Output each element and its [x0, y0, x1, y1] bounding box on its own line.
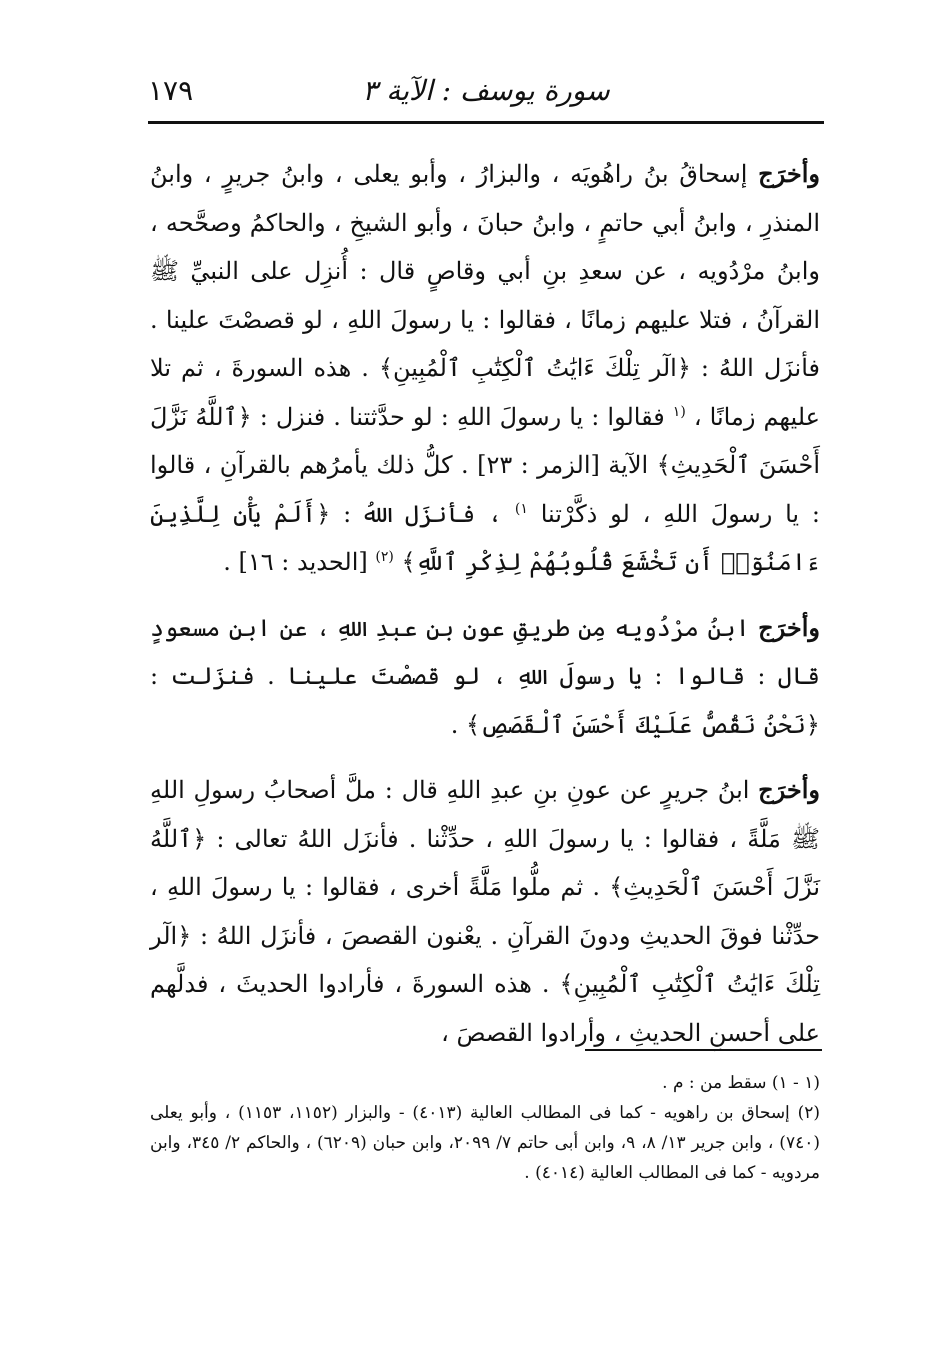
paragraph-text: ابنُ مرْدُويه مِن طريقِ عونِ بنِ عبدِ اللهِ ، عن ابنِ مسعودٍ قال : قالوا : يا رسولَ اللهِ ، لو قصصْتَ علينا . فنزَلت : ﴿نَحْنُ نَقُصُّ عَلَيْكَ أَحْسَنَ ٱلْقَصَصِ﴾ .: [150, 613, 820, 739]
body-text: [150, 150, 820, 1057]
paragraph-text: ابنُ جريرٍ عن عونِ بنِ عبدِ اللهِ قال : ملَّ أصحابُ رسولِ اللهِ ﷺ مَلَّةً ، فقالوا : يا رسولَ اللهِ ، حدِّثْنا . فأنزَل اللهُ تعالى : ﴿ٱللَّهُ نَزَّلَ أَحْسَنَ ٱلْحَدِيثِ﴾ . ثم ملُّوا مَلَّةً أخرى ، فقالوا : يا رسولَ اللهِ ، حدِّثْنا فوقَ الحديثِ ودونَ القرآنِ . يعْنون القصصَ ، فأنزَل اللهُ : ﴿الٓر تِلْكَ ءَايَٰتُ ٱلْكِتَٰبِ ٱلْمُبِينِ﴾ . هذه السورةَ ، فأرادوا الحديثَ ، فدلَّهم على أحسنِ الحديثِ ، وأرادوا القصصَ ،: [150, 776, 820, 1047]
footnote-rule: [585, 1049, 822, 1051]
paragraph-text: ، فأنزَل اللهُ : ﴿أَلَمْ يَأْنِ لِلَّذِينَ ءَامَنُوٓا۟ أَن تَخْشَعَ قُلُوبُهُمْ لِذِكْرِ ٱللَّهِ﴾: [150, 499, 820, 576]
footnote-2: (٢) إسحاق بن راهويه - كما فى المطالب العالية (٤٠١٣) - والبزار (١١٥٢، ١١٥٣) ، وأبو يعلى (٧٤٠) ، وابن جرير ١٣/ ٨، ٩، وابن أبى حاتم ٧/ ٢٠٩٩، وابن حبان (٦٢٠٩) ، والحاكم ٢/ ٣٤٥، وابن مردويه - كما فى المطالب العالية (٤٠١٤) .: [150, 1103, 821, 1183]
footnote-mark: (٢): [375, 549, 394, 565]
running-title: سورة يوسف : الآية ٣: [362, 74, 610, 107]
paragraph-lead: وأخرَج: [758, 612, 820, 642]
header-rule: [148, 121, 824, 124]
paragraph-text: [الحديد : ١٦] .: [223, 548, 368, 576]
paragraph-3: [150, 766, 820, 1057]
paragraph-2: [150, 604, 820, 750]
paragraph-text: فقالوا : يا رسولَ اللهِ : لو حدَّثتنا . فنزل : ﴿ٱللَّهُ نَزَّلَ أَحْسَنَ ٱلْحَدِيثِ﴾ الآية [الزمر : ٢٣] . كلُّ ذلك يأمرُهم بالقرآنِ ، قالوا : يا رسولَ اللهِ ، لو ذكَّرْتنا: [150, 402, 820, 528]
footnote-1: (١ - ١) سقط من : م .: [662, 1073, 820, 1093]
paragraph-text: إسحاقُ بنُ راهُويَه ، والبزارُ ، وأبو يعلى ، وابنُ جريرٍ ، وابنُ المنذرِ ، وابنُ أبي حاتمٍ ، وابنُ حبانَ ، وأبو الشيخِ ، والحاكمُ وصحَّحه ، وابنُ مرْدُويه ، عن سعدِ بنِ أبي وقاصٍ قال : أُنزِل على النبيِّ ﷺ القرآنُ ، فتلا عليهم زمانًا ، فقالوا : يا رسولَ اللهِ ، لو قصصْتَ علينا . فأنزَل اللهُ : ﴿الٓر تِلْكَ ءَايَٰتُ ٱلْكِتَٰبِ ٱلْمُبِينِ﴾ . هذه السورةَ ، ثم تلا عليهم زمانًا ،: [150, 160, 820, 431]
paragraph-lead: وأخرَج: [758, 159, 820, 188]
page-header: [148, 62, 824, 114]
footnote-mark: (١: [672, 403, 686, 420]
page-number: ١٧٩: [148, 74, 194, 107]
paragraph-1: [150, 150, 820, 587]
footnotes: [150, 1068, 820, 1188]
footnote-mark: ١): [514, 500, 528, 517]
paragraph-lead: وأخرَج: [758, 775, 820, 804]
